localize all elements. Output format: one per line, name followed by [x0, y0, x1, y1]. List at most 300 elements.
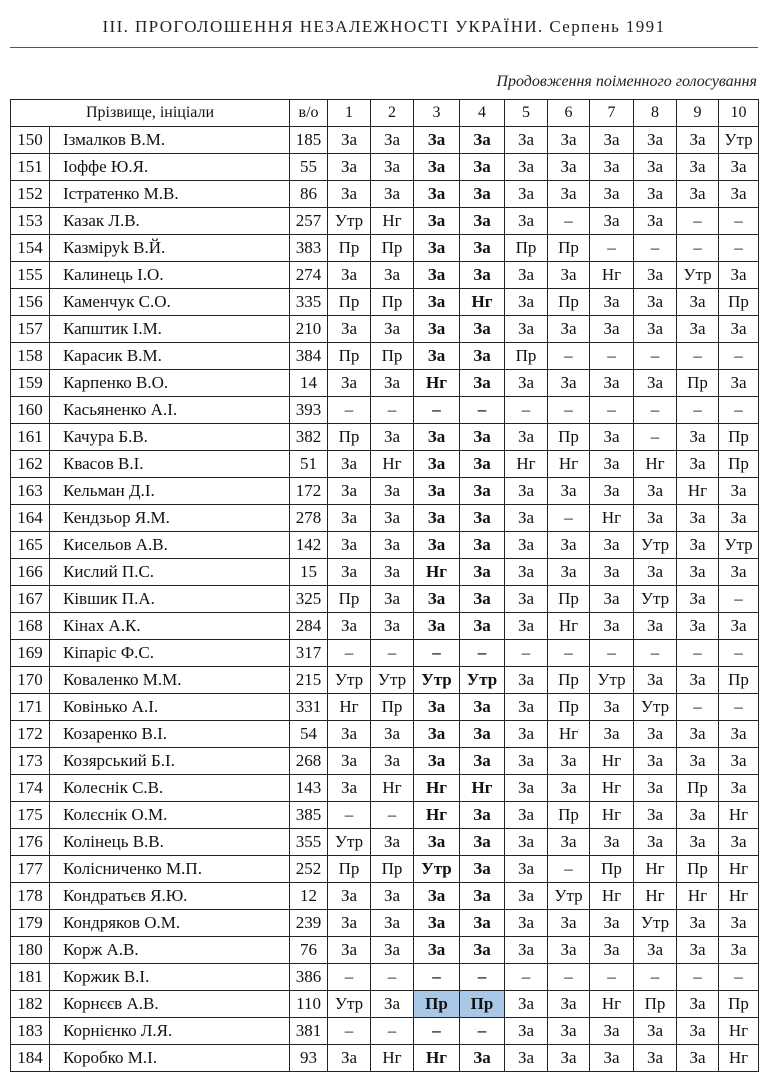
column-header-vote-5: 5: [505, 100, 548, 127]
table-body: [11, 127, 759, 1072]
district-number: 215: [290, 667, 328, 694]
vote-cell-1: –: [328, 640, 371, 667]
vote-cell-8: За: [634, 1045, 677, 1072]
vote-cell-6: –: [548, 343, 590, 370]
table-row: [11, 532, 759, 559]
vote-cell-1: За: [328, 532, 371, 559]
vote-cell-7: Нг: [590, 748, 634, 775]
row-number: 166: [11, 559, 50, 586]
vote-cell-3: –: [414, 964, 460, 991]
vote-cell-1: За: [328, 721, 371, 748]
vote-cell-6: –: [548, 640, 590, 667]
table-row: [11, 316, 759, 343]
vote-cell-2: –: [371, 1018, 414, 1045]
deputy-name: Каменчук С.О.: [50, 289, 290, 316]
deputy-name: Кінах А.К.: [50, 613, 290, 640]
vote-cell-3: За: [414, 208, 460, 235]
vote-cell-5: За: [505, 586, 548, 613]
vote-cell-1: Пр: [328, 856, 371, 883]
table-row: [11, 154, 759, 181]
column-header-vote-4: 4: [460, 100, 505, 127]
vote-cell-8: За: [634, 181, 677, 208]
table-row: [11, 559, 759, 586]
vote-cell-5: За: [505, 1045, 548, 1072]
column-header-name: Прізвище, ініціали: [11, 100, 290, 127]
column-header-vote-3: 3: [414, 100, 460, 127]
vote-cell-9: За: [677, 1045, 719, 1072]
vote-cell-5: За: [505, 829, 548, 856]
vote-cell-9: За: [677, 667, 719, 694]
vote-cell-4: За: [460, 748, 505, 775]
row-number: 184: [11, 1045, 50, 1072]
deputy-name: Ківшик П.А.: [50, 586, 290, 613]
vote-cell-4: За: [460, 181, 505, 208]
vote-cell-6: За: [548, 262, 590, 289]
deputy-name: Козаренко В.І.: [50, 721, 290, 748]
vote-cell-8: –: [634, 964, 677, 991]
table-row: [11, 802, 759, 829]
vote-cell-3: За: [414, 829, 460, 856]
district-number: 335: [290, 289, 328, 316]
deputy-name: Квасов В.І.: [50, 451, 290, 478]
table-row: [11, 208, 759, 235]
district-number: 317: [290, 640, 328, 667]
vote-cell-3: За: [414, 262, 460, 289]
vote-cell-1: За: [328, 478, 371, 505]
vote-cell-9: За: [677, 910, 719, 937]
vote-cell-6: За: [548, 181, 590, 208]
row-number: 179: [11, 910, 50, 937]
vote-cell-8: Утр: [634, 910, 677, 937]
vote-cell-1: За: [328, 505, 371, 532]
vote-cell-4: –: [460, 640, 505, 667]
vote-cell-4: За: [460, 262, 505, 289]
vote-cell-10: За: [719, 316, 759, 343]
vote-cell-3: За: [414, 613, 460, 640]
vote-cell-7: За: [590, 559, 634, 586]
vote-cell-8: За: [634, 208, 677, 235]
vote-cell-6: За: [548, 559, 590, 586]
table-row: [11, 991, 759, 1018]
vote-cell-6: –: [548, 505, 590, 532]
vote-cell-3: Нг: [414, 1045, 460, 1072]
vote-cell-2: За: [371, 316, 414, 343]
vote-cell-1: За: [328, 181, 371, 208]
vote-cell-6: Пр: [548, 289, 590, 316]
vote-cell-9: За: [677, 289, 719, 316]
vote-cell-5: За: [505, 505, 548, 532]
vote-cell-8: За: [634, 775, 677, 802]
deputy-name: Кислий П.С.: [50, 559, 290, 586]
vote-cell-9: Пр: [677, 370, 719, 397]
vote-cell-7: За: [590, 478, 634, 505]
vote-cell-5: –: [505, 964, 548, 991]
vote-cell-2: За: [371, 262, 414, 289]
vote-cell-6: За: [548, 478, 590, 505]
vote-cell-5: Нг: [505, 451, 548, 478]
vote-cell-4: За: [460, 154, 505, 181]
table-row: [11, 505, 759, 532]
vote-cell-8: Утр: [634, 532, 677, 559]
vote-cell-10: Утр: [719, 127, 759, 154]
table-row: [11, 910, 759, 937]
vote-cell-3: Утр: [414, 667, 460, 694]
vote-cell-3: –: [414, 1018, 460, 1045]
row-number: 174: [11, 775, 50, 802]
deputy-name: Коржик В.І.: [50, 964, 290, 991]
vote-cell-7: За: [590, 532, 634, 559]
vote-cell-1: Пр: [328, 343, 371, 370]
vote-cell-9: Утр: [677, 262, 719, 289]
vote-cell-6: За: [548, 316, 590, 343]
vote-cell-5: За: [505, 424, 548, 451]
vote-cell-10: –: [719, 235, 759, 262]
vote-cell-1: Утр: [328, 829, 371, 856]
deputy-name: Кельман Д.І.: [50, 478, 290, 505]
vote-cell-1: –: [328, 964, 371, 991]
vote-cell-2: За: [371, 532, 414, 559]
district-number: 274: [290, 262, 328, 289]
row-number: 173: [11, 748, 50, 775]
vote-cell-5: За: [505, 181, 548, 208]
vote-cell-7: За: [590, 694, 634, 721]
vote-cell-5: За: [505, 127, 548, 154]
vote-cell-7: За: [590, 910, 634, 937]
vote-cell-8: –: [634, 343, 677, 370]
vote-cell-10: –: [719, 640, 759, 667]
vote-cell-3: За: [414, 316, 460, 343]
district-number: 143: [290, 775, 328, 802]
vote-cell-5: –: [505, 640, 548, 667]
table-row: [11, 424, 759, 451]
vote-cell-1: За: [328, 262, 371, 289]
vote-cell-10: За: [719, 829, 759, 856]
deputy-name: Корнєєв А.В.: [50, 991, 290, 1018]
vote-cell-4: –: [460, 964, 505, 991]
table-row: [11, 343, 759, 370]
district-number: 55: [290, 154, 328, 181]
deputy-name: Ізмалков В.М.: [50, 127, 290, 154]
vote-cell-8: –: [634, 424, 677, 451]
vote-cell-6: –: [548, 964, 590, 991]
district-number: 278: [290, 505, 328, 532]
table-row: [11, 478, 759, 505]
column-header-vo: в/о: [290, 100, 328, 127]
deputy-name: Казміруk В.Й.: [50, 235, 290, 262]
vote-cell-6: За: [548, 748, 590, 775]
vote-cell-7: Нг: [590, 505, 634, 532]
deputy-name: Коваленко М.М.: [50, 667, 290, 694]
vote-cell-7: За: [590, 1018, 634, 1045]
vote-cell-10: Нг: [719, 883, 759, 910]
vote-cell-10: Пр: [719, 667, 759, 694]
district-number: 284: [290, 613, 328, 640]
vote-cell-7: Утр: [590, 667, 634, 694]
vote-cell-2: –: [371, 397, 414, 424]
deputy-name: Колінець В.В.: [50, 829, 290, 856]
deputy-name: Кондряков О.М.: [50, 910, 290, 937]
vote-cell-7: За: [590, 289, 634, 316]
deputy-name: Коробко М.І.: [50, 1045, 290, 1072]
vote-cell-10: Пр: [719, 289, 759, 316]
vote-cell-2: За: [371, 991, 414, 1018]
vote-cell-10: Утр: [719, 532, 759, 559]
vote-cell-8: Нг: [634, 451, 677, 478]
vote-cell-10: –: [719, 397, 759, 424]
deputy-name: Іоффе Ю.Я.: [50, 154, 290, 181]
deputy-name: Кендзьор Я.М.: [50, 505, 290, 532]
vote-cell-5: За: [505, 856, 548, 883]
vote-cell-8: За: [634, 829, 677, 856]
vote-cell-1: Утр: [328, 208, 371, 235]
vote-cell-2: Нг: [371, 208, 414, 235]
row-number: 171: [11, 694, 50, 721]
vote-cell-6: За: [548, 991, 590, 1018]
vote-cell-1: За: [328, 748, 371, 775]
vote-cell-4: За: [460, 910, 505, 937]
vote-cell-4: За: [460, 721, 505, 748]
vote-cell-3: За: [414, 532, 460, 559]
vote-cell-6: Пр: [548, 694, 590, 721]
row-number: 183: [11, 1018, 50, 1045]
vote-cell-10: За: [719, 370, 759, 397]
deputy-name: Козярський Б.І.: [50, 748, 290, 775]
table-row: [11, 613, 759, 640]
vote-cell-8: –: [634, 397, 677, 424]
vote-cell-5: За: [505, 532, 548, 559]
vote-cell-2: За: [371, 505, 414, 532]
page-header: [10, 0, 758, 48]
row-number: 162: [11, 451, 50, 478]
vote-cell-4: За: [460, 937, 505, 964]
vote-cell-2: За: [371, 154, 414, 181]
deputy-name: Качура Б.В.: [50, 424, 290, 451]
vote-cell-2: За: [371, 910, 414, 937]
row-number: 160: [11, 397, 50, 424]
column-header-vote-9: 9: [677, 100, 719, 127]
vote-cell-10: За: [719, 262, 759, 289]
vote-cell-7: Нг: [590, 991, 634, 1018]
row-number: 176: [11, 829, 50, 856]
vote-cell-10: Пр: [719, 451, 759, 478]
vote-cell-4: За: [460, 316, 505, 343]
vote-cell-1: За: [328, 127, 371, 154]
vote-cell-5: За: [505, 910, 548, 937]
vote-cell-3: За: [414, 910, 460, 937]
vote-cell-1: Утр: [328, 991, 371, 1018]
vote-cell-9: –: [677, 343, 719, 370]
row-number: 151: [11, 154, 50, 181]
vote-cell-10: –: [719, 343, 759, 370]
vote-cell-8: За: [634, 802, 677, 829]
vote-cell-10: Нг: [719, 1045, 759, 1072]
vote-cell-8: За: [634, 667, 677, 694]
vote-cell-3: Нг: [414, 370, 460, 397]
district-number: 172: [290, 478, 328, 505]
vote-cell-2: Нг: [371, 451, 414, 478]
row-number: 177: [11, 856, 50, 883]
vote-cell-8: За: [634, 721, 677, 748]
row-number: 158: [11, 343, 50, 370]
vote-cell-7: За: [590, 721, 634, 748]
vote-cell-6: За: [548, 370, 590, 397]
row-number: 169: [11, 640, 50, 667]
vote-cell-9: Пр: [677, 856, 719, 883]
vote-cell-7: Пр: [590, 856, 634, 883]
vote-cell-9: За: [677, 829, 719, 856]
vote-cell-5: За: [505, 721, 548, 748]
vote-cell-9: –: [677, 397, 719, 424]
vote-cell-5: За: [505, 991, 548, 1018]
vote-cell-8: Утр: [634, 694, 677, 721]
vote-cell-6: За: [548, 829, 590, 856]
table-row: [11, 667, 759, 694]
vote-cell-5: За: [505, 748, 548, 775]
chapter-title: III. ПРОГОЛОШЕННЯ НЕЗАЛЕЖНОСТІ УКРАЇНИ. Серпень 1991: [102, 17, 666, 36]
vote-cell-3: –: [414, 397, 460, 424]
vote-cell-4: За: [460, 829, 505, 856]
vote-cell-9: За: [677, 991, 719, 1018]
row-number: 175: [11, 802, 50, 829]
row-number: 180: [11, 937, 50, 964]
table-row: [11, 235, 759, 262]
vote-cell-9: –: [677, 208, 719, 235]
vote-cell-2: –: [371, 964, 414, 991]
vote-cell-5: Пр: [505, 343, 548, 370]
table-row: [11, 127, 759, 154]
deputy-name: Колеснік С.В.: [50, 775, 290, 802]
district-number: 393: [290, 397, 328, 424]
vote-cell-8: Пр: [634, 991, 677, 1018]
vote-cell-10: Пр: [719, 424, 759, 451]
district-number: 110: [290, 991, 328, 1018]
row-number: 156: [11, 289, 50, 316]
row-number: 150: [11, 127, 50, 154]
vote-cell-10: За: [719, 154, 759, 181]
row-number: 164: [11, 505, 50, 532]
vote-cell-5: За: [505, 937, 548, 964]
vote-cell-9: За: [677, 316, 719, 343]
vote-cell-5: За: [505, 370, 548, 397]
vote-cell-4: –: [460, 397, 505, 424]
column-header-vote-8: 8: [634, 100, 677, 127]
vote-cell-10: Нг: [719, 802, 759, 829]
vote-cell-7: –: [590, 640, 634, 667]
vote-cell-4: За: [460, 235, 505, 262]
vote-cell-5: За: [505, 208, 548, 235]
vote-cell-4: За: [460, 343, 505, 370]
vote-cell-9: За: [677, 451, 719, 478]
vote-cell-6: Пр: [548, 802, 590, 829]
table-row: [11, 586, 759, 613]
vote-cell-1: За: [328, 937, 371, 964]
vote-cell-3: За: [414, 154, 460, 181]
vote-cell-4: За: [460, 505, 505, 532]
vote-cell-3: За: [414, 289, 460, 316]
vote-cell-2: Утр: [371, 667, 414, 694]
vote-cell-3: За: [414, 505, 460, 532]
row-number: 181: [11, 964, 50, 991]
district-number: 142: [290, 532, 328, 559]
vote-cell-6: Утр: [548, 883, 590, 910]
district-number: 185: [290, 127, 328, 154]
vote-cell-5: Пр: [505, 235, 548, 262]
table-row: [11, 397, 759, 424]
vote-cell-3: –: [414, 640, 460, 667]
vote-cell-3: За: [414, 586, 460, 613]
vote-cell-1: –: [328, 397, 371, 424]
vote-cell-1: За: [328, 1045, 371, 1072]
district-number: 325: [290, 586, 328, 613]
vote-cell-6: Пр: [548, 235, 590, 262]
row-number: 163: [11, 478, 50, 505]
vote-cell-2: Нг: [371, 775, 414, 802]
vote-cell-6: Пр: [548, 424, 590, 451]
vote-cell-6: За: [548, 154, 590, 181]
vote-cell-10: За: [719, 613, 759, 640]
vote-cell-8: Утр: [634, 586, 677, 613]
vote-cell-9: –: [677, 964, 719, 991]
vote-cell-3: За: [414, 883, 460, 910]
vote-cell-10: За: [719, 748, 759, 775]
vote-cell-9: За: [677, 1018, 719, 1045]
vote-cell-4: За: [460, 451, 505, 478]
vote-cell-10: За: [719, 559, 759, 586]
vote-cell-9: За: [677, 181, 719, 208]
deputy-name: Калинець І.О.: [50, 262, 290, 289]
district-number: 382: [290, 424, 328, 451]
vote-cell-8: За: [634, 505, 677, 532]
vote-cell-6: Нг: [548, 451, 590, 478]
roll-call-table: [10, 99, 759, 1072]
vote-cell-10: –: [719, 694, 759, 721]
vote-cell-7: За: [590, 1045, 634, 1072]
district-number: 54: [290, 721, 328, 748]
table-row: [11, 883, 759, 910]
vote-cell-3: Нг: [414, 802, 460, 829]
vote-cell-4: За: [460, 424, 505, 451]
vote-cell-3: За: [414, 235, 460, 262]
deputy-name: Колісниченко М.П.: [50, 856, 290, 883]
row-number: 153: [11, 208, 50, 235]
vote-cell-8: За: [634, 289, 677, 316]
row-number: 161: [11, 424, 50, 451]
vote-cell-5: За: [505, 289, 548, 316]
row-number: 167: [11, 586, 50, 613]
district-number: 15: [290, 559, 328, 586]
vote-cell-5: За: [505, 316, 548, 343]
row-number: 172: [11, 721, 50, 748]
vote-cell-1: За: [328, 316, 371, 343]
vote-cell-7: Нг: [590, 883, 634, 910]
vote-cell-10: За: [719, 721, 759, 748]
district-number: 257: [290, 208, 328, 235]
vote-cell-5: За: [505, 667, 548, 694]
vote-cell-3: Нг: [414, 559, 460, 586]
district-number: 385: [290, 802, 328, 829]
table-row: [11, 829, 759, 856]
vote-cell-4: Нг: [460, 289, 505, 316]
deputy-name: Корж А.В.: [50, 937, 290, 964]
vote-cell-7: За: [590, 424, 634, 451]
vote-cell-7: За: [590, 370, 634, 397]
vote-cell-7: Нг: [590, 775, 634, 802]
vote-cell-2: –: [371, 802, 414, 829]
vote-cell-5: За: [505, 1018, 548, 1045]
vote-cell-9: –: [677, 235, 719, 262]
row-number: 159: [11, 370, 50, 397]
column-header-vote-1: 1: [328, 100, 371, 127]
